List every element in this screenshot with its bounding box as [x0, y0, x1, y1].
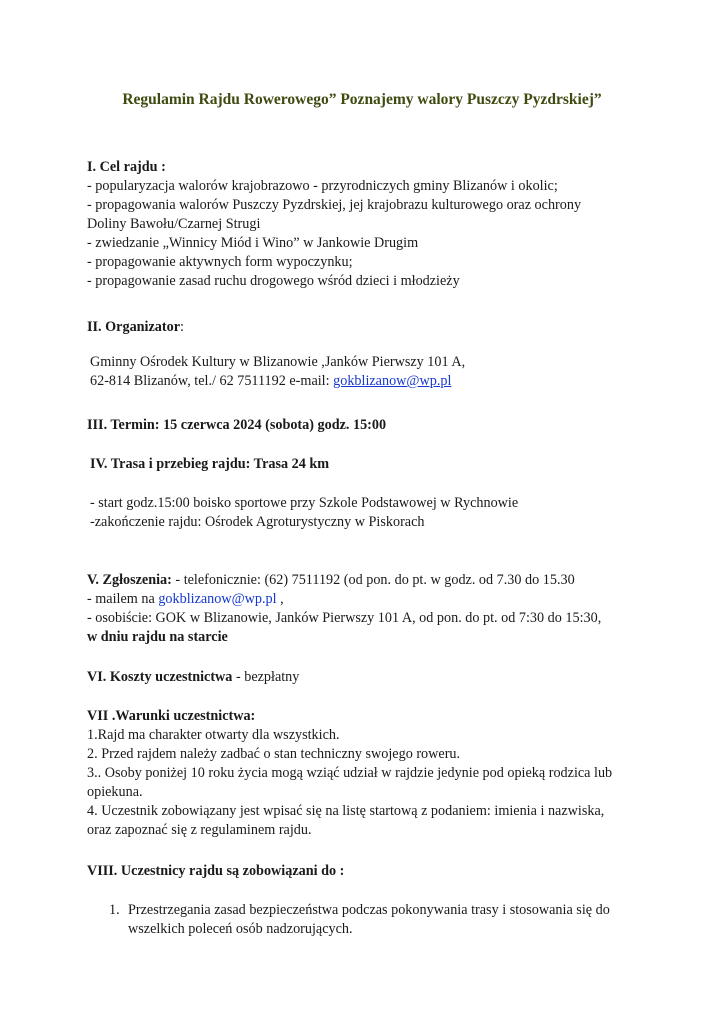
costs-text: - bezpłatny — [232, 669, 300, 685]
text-line: wszelkich poleceń osób nadzorujących. — [128, 921, 353, 937]
section-heading: V. Zgłoszenia: — [87, 572, 172, 588]
mail-suffix: , — [276, 591, 284, 607]
list-item — [128, 901, 648, 939]
email-link[interactable]: gokblizanow@wp.pl — [333, 373, 452, 389]
text-line: -zakończenie rajdu: Ośrodek Agroturystyczny w Piskorach — [90, 514, 425, 530]
phone-text: - telefonicznie: (62) 7511192 (od pon. do pt. w godz. od 7.30 do 15.30 — [171, 572, 575, 588]
text-line — [87, 571, 647, 590]
section-heading: VII .Warunki uczestnictwa: — [87, 708, 256, 724]
text-line: opiekuna. — [87, 784, 143, 800]
section-heading: VI. Koszty uczestnictwa — [87, 669, 233, 685]
text-line: oraz zapoznać się z regulaminem rajdu. — [87, 822, 312, 838]
section-heading: II. Organizator — [87, 319, 180, 335]
text-line: - start godz.15:00 boisko sportowe przy Szkole Podstawowej w Rychnowie — [90, 495, 519, 511]
section-obligations — [87, 862, 647, 881]
section-heading: I. Cel rajdu : — [87, 159, 166, 175]
section-registration — [87, 571, 647, 647]
section-goals — [87, 158, 647, 291]
text-line — [87, 668, 647, 687]
mail-text: - mailem na — [87, 591, 159, 607]
text-line: Doliny Bawołu/Czarnej Strugi — [87, 216, 261, 232]
text-line — [90, 372, 650, 391]
section-date — [87, 416, 647, 435]
list-item-number: 1. — [109, 902, 120, 918]
text-line: 1.Rajd ma charakter otwarty dla wszystkich. — [87, 727, 340, 743]
section-route — [90, 455, 650, 474]
section-heading-row — [87, 318, 647, 337]
heading-colon: : — [180, 319, 184, 335]
page-title: Regulamin Rajdu Rowerowego” Poznajemy walory Puszczy Pyzdrskiej” — [122, 91, 602, 108]
section-heading: VIII. Uczestnicy rajdu są zobowiązani do : — [87, 863, 345, 879]
text-line: 3.. Osoby poniżej 10 roku życia mogą wziąć udział w rajdzie jedynie pod opieką rodzica lub — [87, 765, 613, 781]
text-line: - propagowanie aktywnych form wypoczynku; — [87, 254, 353, 270]
section-heading: IV. Trasa i przebieg rajdu: Trasa 24 km — [90, 456, 330, 472]
section-organizer — [87, 318, 647, 337]
organizer-address — [90, 353, 650, 391]
text-line: - osobiście: GOK w Blizanowie, Janków Pierwszy 101 A, od pon. do pt. od 7:30 do 15:30, — [87, 610, 602, 626]
section-conditions — [87, 707, 647, 840]
text-line: Przestrzegania zasad bezpieczeństwa podczas pokonywania trasy i stosowania się do — [128, 902, 610, 918]
contact-text: 62-814 Blizanów, tel./ 62 7511192 e-mail: — [90, 373, 334, 389]
text-line: - propagowanie zasad ruchu drogowego wśród dzieci i młodzieży — [87, 273, 460, 289]
text-line: - popularyzacja walorów krajobrazowo - przyrodniczych gminy Blizanów i okolic; — [87, 178, 558, 194]
text-line: Gminny Ośrodek Kultury w Blizanowie ,Janków Pierwszy 101 A, — [90, 354, 466, 370]
text-line: - propagowania walorów Puszczy Pyzdrskiej, jej krajobrazu kulturowego oraz ochrony — [87, 197, 582, 213]
text-line: - zwiedzanie „Winnicy Miód i Wino” w Jankowie Drugim — [87, 235, 419, 251]
email-text[interactable]: gokblizanow@wp.pl — [158, 591, 277, 607]
text-line: 4. Uczestnik zobowiązany jest wpisać się na listę startową z podaniem: imienia i nazwiska, — [87, 803, 605, 819]
route-details — [90, 494, 650, 532]
text-line: w dniu rajdu na starcie — [87, 629, 228, 645]
text-line: 2. Przed rajdem należy zadbać o stan techniczny swojego roweru. — [87, 746, 461, 762]
text-line — [87, 590, 647, 609]
section-costs — [87, 668, 647, 687]
section-heading: III. Termin: 15 czerwca 2024 (sobota) godz. 15:00 — [87, 417, 387, 433]
